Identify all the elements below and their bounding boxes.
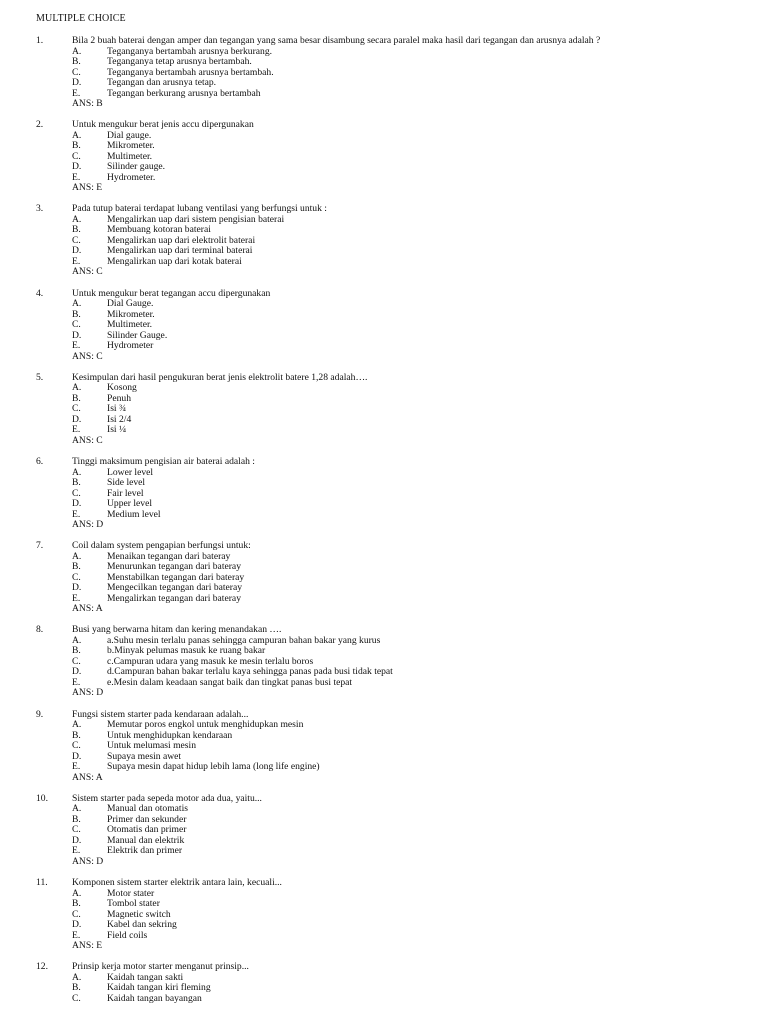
question-number: 11.	[36, 877, 48, 888]
option-letter: C.	[72, 403, 81, 415]
answer-key: ANS: C	[72, 350, 103, 362]
answer-option	[0, 846, 768, 857]
option-letter: E.	[72, 592, 81, 604]
option-text: Field coils	[107, 929, 148, 941]
option-letter: C.	[72, 66, 81, 78]
option-letter: D.	[72, 245, 82, 257]
option-text: Silinder gauge.	[107, 161, 166, 173]
option-letter: B.	[72, 477, 81, 488]
option-text: a.Suhu mesin terlalu panas sehingga campuran bahan bakar yang kurus	[107, 634, 381, 646]
question-text: Coil dalam system pengapian berfungsi untuk:	[72, 540, 251, 552]
option-text: Side level	[107, 477, 146, 488]
option-text: Dial gauge.	[107, 129, 152, 141]
option-text: Lower level	[107, 466, 154, 478]
option-text: Kaidah tangan kiri fleming	[107, 982, 211, 994]
option-letter: E.	[72, 340, 81, 352]
option-letter: D.	[72, 666, 82, 678]
answer-key: ANS: E	[72, 940, 103, 951]
option-letter: D.	[72, 413, 82, 425]
option-text: Memutar poros engkol untuk menghidupkan mesin	[107, 719, 304, 731]
option-letter: D.	[72, 919, 82, 930]
option-letter: B.	[72, 224, 81, 236]
option-letter: D.	[72, 582, 82, 594]
question-text: Untuk mengukur berat jenis accu dipergunakan	[72, 119, 254, 131]
answer-option	[0, 89, 768, 100]
option-text: Multimeter.	[107, 319, 153, 331]
option-text: Menstabilkan tegangan dari bateray	[107, 571, 245, 583]
option-text: Mengalirkan uap dari elektrolit baterai	[107, 234, 256, 246]
answer-key: ANS: D	[72, 687, 104, 699]
option-text: Penuh	[107, 392, 131, 404]
option-letter: D.	[72, 161, 82, 173]
option-text: Mikrometer.	[107, 140, 155, 152]
answer-key: ANS: A	[72, 603, 103, 615]
option-text: Supaya mesin dapat hidup lebih lama (long life engine)	[107, 761, 320, 773]
option-text: Isi ¾	[107, 403, 127, 415]
option-text: Dial Gauge.	[107, 298, 154, 310]
answer-key: ANS: D	[72, 519, 104, 530]
option-letter: E.	[72, 761, 81, 773]
question-text: Sistem starter pada sepeda motor ada dua, yaitu...	[72, 792, 262, 804]
option-letter: E.	[72, 508, 81, 520]
answer-option	[0, 425, 768, 436]
answer-option	[0, 510, 768, 521]
option-text: Elektrik dan primer	[107, 845, 183, 857]
question-number: 8.	[36, 624, 44, 636]
option-letter: A.	[72, 719, 82, 731]
question-number: 12.	[36, 961, 48, 973]
option-letter: E.	[72, 424, 81, 436]
option-letter: B.	[72, 729, 81, 741]
option-letter: E.	[72, 87, 81, 99]
option-letter: B.	[72, 56, 81, 67]
option-letter: A.	[72, 887, 82, 899]
option-text: Isi 2/4	[107, 413, 132, 425]
question-number: 9.	[36, 708, 44, 720]
answer-key: ANS: A	[72, 771, 103, 783]
option-letter: A.	[72, 382, 82, 394]
option-text: Medium level	[107, 508, 161, 520]
answer-option	[0, 899, 768, 910]
answer-key: ANS: C	[72, 434, 103, 446]
option-letter: C.	[72, 150, 81, 162]
option-text: Menurunkan tegangan dari bateray	[107, 561, 241, 573]
answer-option	[0, 931, 768, 942]
option-text: Motor stater	[107, 887, 155, 899]
option-text: Silinder Gauge.	[107, 329, 168, 341]
option-text: Kaidah tangan sakti	[107, 971, 184, 983]
option-text: Manual dan otomatis	[107, 803, 188, 815]
question-text: Bila 2 buah baterai dengan amper dan tegangan yang sama besar disambung secara paralel maka hasil dari tegangan dan arusnya adalah ?	[72, 35, 601, 46]
answer-option	[0, 341, 768, 352]
option-letter: C.	[72, 824, 81, 836]
option-text: Teganganya bertambah arusnya bertambah.	[107, 66, 274, 78]
answer-option	[0, 594, 768, 605]
option-text: Mengalirkan uap dari kotak baterai	[107, 255, 242, 267]
answer-option	[0, 994, 768, 1005]
option-text: e.Mesin dalam keadaan sangat baik dan tingkat panas busi tepat	[107, 676, 353, 688]
option-text: b.Minyak pelumas masuk ke ruang bakar	[107, 645, 266, 657]
option-letter: C.	[72, 655, 81, 667]
question-text: Prinsip kerja motor starter menganut prinsip...	[72, 961, 249, 973]
question-text: Fungsi sistem starter pada kendaraan adalah...	[72, 708, 249, 720]
option-text: Otomatis dan primer	[107, 824, 187, 836]
document-heading: MULTIPLE CHOICE	[36, 13, 126, 24]
option-letter: A.	[72, 634, 82, 646]
answer-option	[0, 499, 768, 510]
answer-option	[0, 257, 768, 268]
option-text: Mengalirkan uap dari terminal baterai	[107, 245, 253, 257]
option-letter: D.	[72, 750, 82, 762]
option-text: Hydrometer	[107, 340, 154, 352]
option-letter: B.	[72, 140, 81, 152]
option-text: Teganganya bertambah arusnya berkurang.	[107, 45, 273, 57]
option-text: Teganganya tetap arusnya bertambah.	[107, 56, 252, 67]
question-number: 10.	[36, 792, 48, 804]
option-text: Tombol stater	[107, 898, 160, 909]
option-letter: A.	[72, 129, 82, 141]
answer-key: ANS: D	[72, 855, 104, 867]
option-letter: D.	[72, 834, 82, 846]
option-letter: E.	[72, 255, 81, 267]
question-text: Kesimpulan dari hasil pengukuran berat jenis elektrolit batere 1,28 adalah….	[72, 371, 368, 383]
question-number: 6.	[36, 456, 44, 467]
option-letter: D.	[72, 77, 82, 88]
option-text: Kaidah tangan bayangan	[107, 992, 202, 1004]
question-text: Komponen sistem starter elektrik antara lain, kecuali...	[72, 877, 282, 888]
option-letter: A.	[72, 803, 82, 815]
option-text: Membuang kotoran baterai	[107, 224, 211, 236]
option-letter: C.	[72, 908, 81, 920]
option-letter: B.	[72, 392, 81, 404]
option-text: d.Campuran bahan bakar terlalu kaya sehingga panas pada busi tidak tepat	[107, 666, 393, 678]
option-letter: B.	[72, 561, 81, 573]
option-text: Primer dan sekunder	[107, 813, 187, 825]
question-number: 3.	[36, 203, 44, 215]
option-letter: C.	[72, 992, 81, 1004]
option-letter: C.	[72, 319, 81, 331]
question-text: Untuk mengukur berat tegangan accu dipergunakan	[72, 287, 271, 299]
option-text: Isi ¼	[107, 424, 127, 436]
option-letter: A.	[72, 550, 82, 562]
answer-option	[0, 678, 768, 689]
option-text: Magnetic switch	[107, 908, 171, 920]
option-letter: E.	[72, 845, 81, 857]
option-letter: C.	[72, 740, 81, 752]
option-text: Mengalirkan tegangan dari bateray	[107, 592, 241, 604]
option-text: Manual dan elektrik	[107, 834, 185, 846]
option-letter: B.	[72, 898, 81, 909]
question-number: 2.	[36, 119, 44, 131]
option-letter: E.	[72, 676, 81, 688]
answer-option	[0, 78, 768, 89]
option-text: Tegangan dan arusnya tetap.	[107, 77, 217, 88]
option-text: Mikrometer.	[107, 308, 155, 320]
option-text: c.Campuran udara yang masuk ke mesin terlalu boros	[107, 655, 314, 667]
answer-option	[0, 57, 768, 68]
answer-option	[0, 920, 768, 931]
answer-key: ANS: E	[72, 182, 103, 194]
answer-key: ANS: B	[72, 98, 103, 109]
option-text: Hydrometer.	[107, 171, 156, 183]
option-text: Upper level	[107, 498, 153, 509]
option-text: Mengalirkan uap dari sistem pengisian baterai	[107, 213, 285, 225]
answer-option	[0, 762, 768, 773]
option-letter: C.	[72, 234, 81, 246]
option-letter: E.	[72, 171, 81, 183]
question-text: Tinggi maksimum pengisian air baterai adalah :	[72, 456, 255, 467]
option-letter: A.	[72, 213, 82, 225]
question-number: 7.	[36, 540, 44, 552]
option-letter: B.	[72, 982, 81, 994]
option-letter: A.	[72, 45, 82, 57]
option-letter: C.	[72, 487, 81, 499]
option-text: Menaikan tegangan dari bateray	[107, 550, 231, 562]
option-text: Multimeter.	[107, 150, 153, 162]
option-letter: A.	[72, 298, 82, 310]
question-text: Pada tutup baterai terdapat lubang ventilasi yang berfungsi untuk :	[72, 203, 327, 215]
option-letter: D.	[72, 329, 82, 341]
answer-option	[0, 478, 768, 489]
option-text: Untuk melumasi mesin	[107, 740, 196, 752]
option-text: Untuk menghidupkan kendaraan	[107, 729, 233, 741]
option-text: Kosong	[107, 382, 137, 394]
question-number: 5.	[36, 371, 44, 383]
option-text: Tegangan berkurang arusnya bertambah	[107, 87, 261, 99]
option-text: Kabel dan sekring	[107, 919, 177, 930]
question-number: 1.	[36, 35, 44, 46]
question-number: 4.	[36, 287, 44, 299]
option-letter: D.	[72, 498, 82, 509]
option-text: Supaya mesin awet	[107, 750, 182, 762]
answer-key: ANS: C	[72, 266, 103, 278]
option-text: Fair level	[107, 487, 144, 499]
option-letter: E.	[72, 929, 81, 941]
option-letter: B.	[72, 813, 81, 825]
option-letter: B.	[72, 645, 81, 657]
option-letter: A.	[72, 466, 82, 478]
question-text: Busi yang berwarna hitam dan kering menandakan ….	[72, 624, 282, 636]
option-text: Mengecilkan tegangan dari bateray	[107, 582, 243, 594]
option-letter: B.	[72, 308, 81, 320]
option-letter: C.	[72, 571, 81, 583]
option-letter: A.	[72, 971, 82, 983]
answer-option	[0, 173, 768, 184]
